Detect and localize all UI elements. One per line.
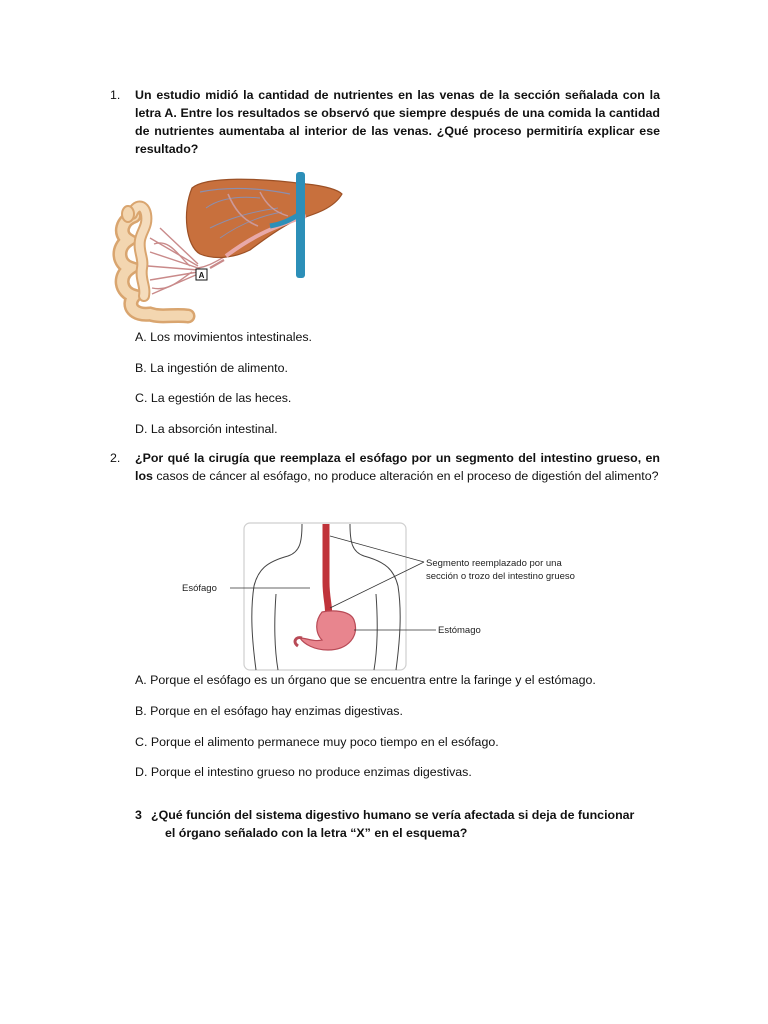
q2-option-d: D. Porque el intestino grueso no produce enzimas digestivas. xyxy=(135,765,472,779)
q2-option-c: C. Porque el alimento permanece muy poco tiempo en el esófago. xyxy=(135,735,499,749)
question-3 xyxy=(135,806,660,842)
esophagus-illustration xyxy=(326,524,329,616)
question-2 xyxy=(110,449,660,485)
q2-option-a: A. Porque el esófago es un órgano que se encuentra entre la faringe y el estómago. xyxy=(135,673,596,687)
liver-illustration xyxy=(186,179,342,257)
esophagus-figure xyxy=(180,522,590,672)
q1-option-d: D. La absorción intestinal. xyxy=(135,422,278,436)
label-a: A xyxy=(198,271,205,280)
liver-intestine-figure xyxy=(110,168,350,328)
question-3-number: 3 xyxy=(135,808,142,822)
q1-option-a: A. Los movimientos intestinales. xyxy=(135,330,312,344)
question-1-number: 1. xyxy=(110,88,121,102)
label-esofago: Esófago xyxy=(182,583,217,594)
question-2-text-bold: ¿Por qué la cirugía que reemplaza el esófago por un segmento del intestino grueso, en los xyxy=(135,451,660,483)
question-3-text xyxy=(151,806,660,842)
label-segmento-2: sección o trozo del intestino grueso xyxy=(426,571,575,582)
label-segmento-1: Segmento reemplazado por una xyxy=(426,558,562,569)
q1-option-c: C. La egestión de las heces. xyxy=(135,391,292,405)
question-2-number: 2. xyxy=(110,451,121,465)
question-2-text-normal: casos de cáncer al esófago, no produce alteración en el proceso de digestión del alimento? xyxy=(156,469,659,483)
q2-option-b: B. Porque en el esófago hay enzimas digestivas. xyxy=(135,704,403,718)
question-3-line-1: ¿Qué función del sistema digestivo humano se vería afectada si deja de funcionar xyxy=(151,808,635,822)
question-3-line-2: el órgano señalado con la letra “X” en el esquema? xyxy=(165,826,468,840)
question-1 xyxy=(110,86,660,158)
question-2-text xyxy=(135,449,660,485)
label-estomago: Estómago xyxy=(438,625,481,636)
question-1-text: Un estudio midió la cantidad de nutrientes en las venas de la sección señalada con la letra A. Entre los resultados se observó que siempre después de una comida la cantidad de nutrientes aumentaba al interior de las venas. ¿Qué proceso permitiría explicar ese resultado? xyxy=(135,88,660,156)
q1-option-b: B. La ingestión de alimento. xyxy=(135,361,288,375)
